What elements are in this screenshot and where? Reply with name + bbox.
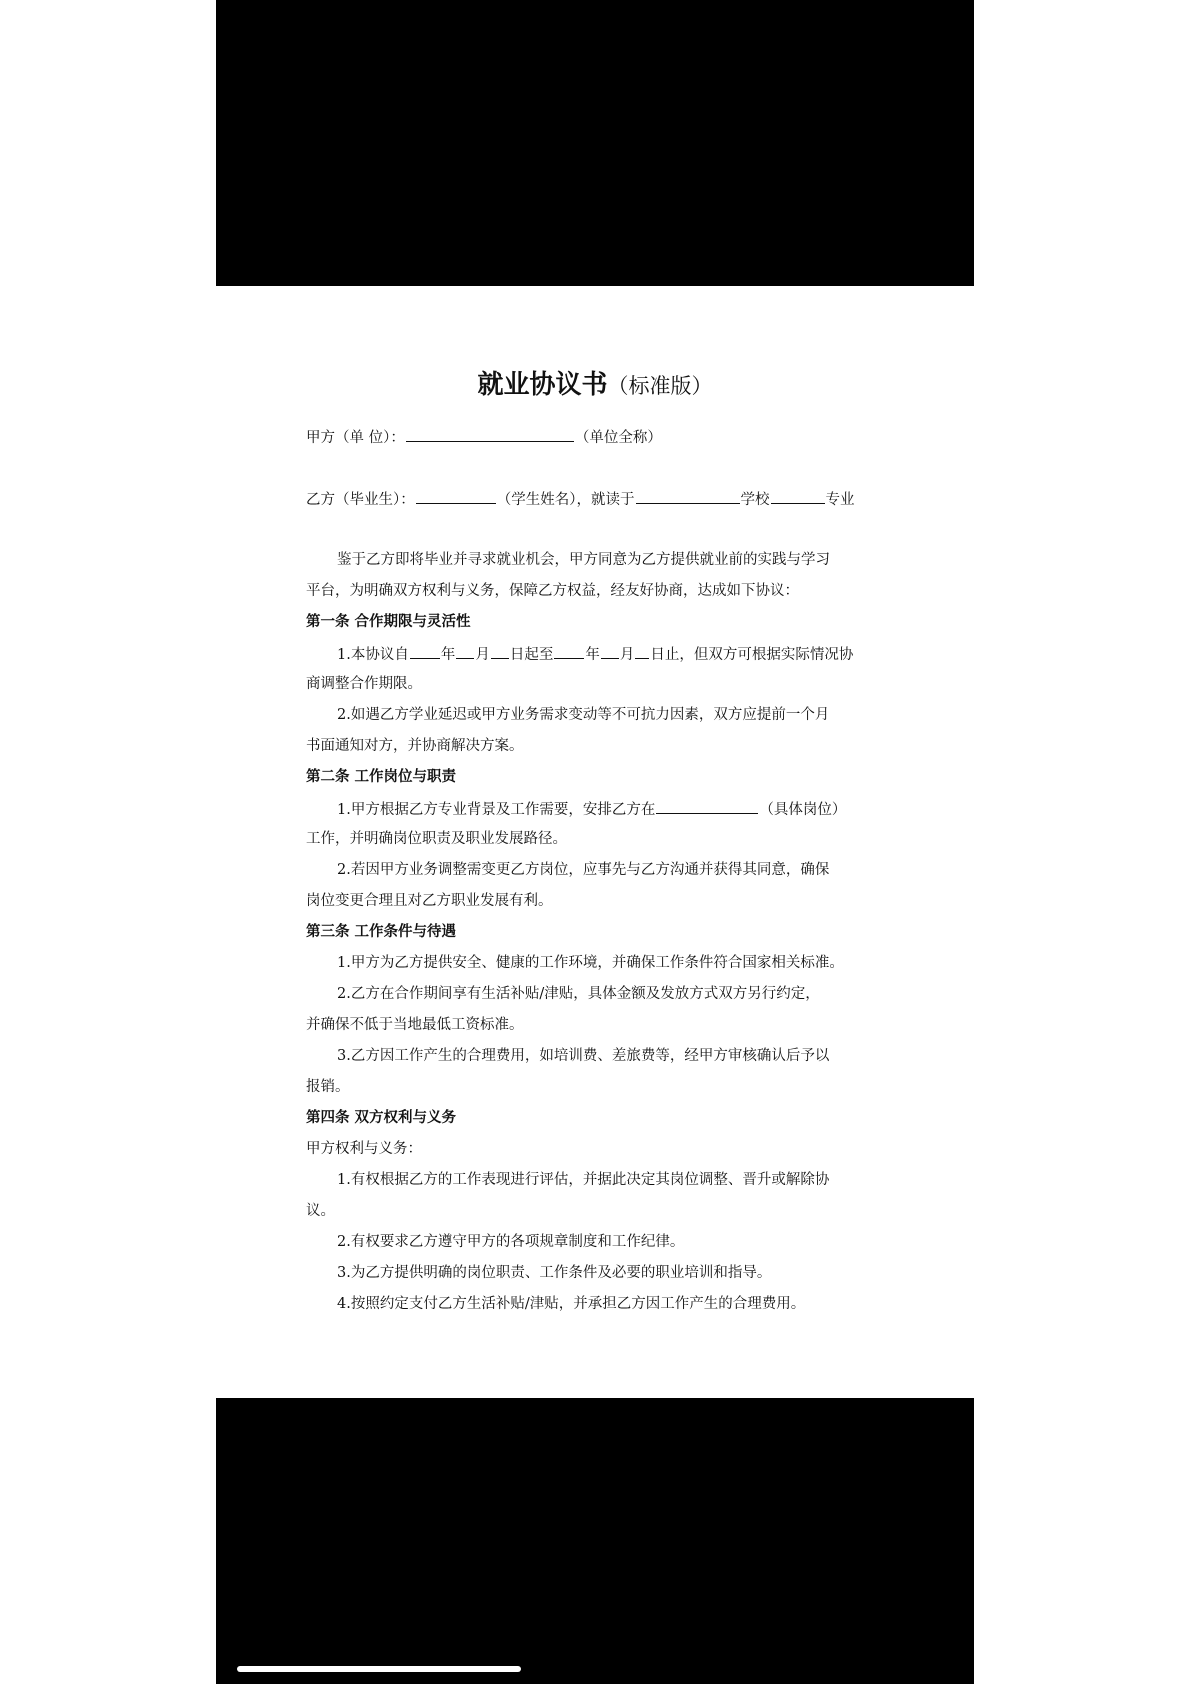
article-3-clause-2-cont: 并确保不低于当地最低工资标准。 xyxy=(306,1017,524,1033)
article-1-clause-2-cont: 书面通知对方，并协商解决方案。 xyxy=(306,738,524,754)
document-viewer xyxy=(216,0,974,1684)
article-2-clause-1 xyxy=(306,798,886,820)
document-title xyxy=(216,364,974,401)
school-blank xyxy=(636,488,740,504)
major-blank xyxy=(771,488,825,504)
year-label: 年 xyxy=(585,647,600,663)
end-month-blank xyxy=(601,643,619,659)
month-label: 月 xyxy=(475,647,490,663)
article-4-heading: 第四条 双方权利与义务 xyxy=(306,1109,457,1126)
party-a-hint: （单位全称） xyxy=(574,430,662,446)
party-b-hint: （学生姓名），就读于 xyxy=(496,492,635,508)
position-blank xyxy=(656,798,758,814)
article-4-clause-3: 3.为乙方提供明确的岗位职责、工作条件及必要的职业培训和指导。 xyxy=(337,1265,772,1281)
article-2-clause-2-cont: 岗位变更合理且对乙方职业发展有利。 xyxy=(306,893,553,909)
end-day-blank xyxy=(635,643,649,659)
start-day-blank xyxy=(491,643,509,659)
article-4-subheading: 甲方权利与义务： xyxy=(306,1141,422,1157)
article-1-clause-1 xyxy=(306,643,886,665)
clause-text: 1.本协议自 xyxy=(337,647,409,663)
article-4-clause-1: 1.有权根据乙方的工作表现进行评估，并据此决定其岗位调整、晋升或解除协 xyxy=(337,1172,830,1188)
day-from-label: 日起至 xyxy=(509,647,554,663)
title-subtitle: （标准版） xyxy=(607,374,713,398)
article-3-clause-3-cont: 报销。 xyxy=(306,1079,350,1095)
student-name-blank xyxy=(416,488,496,504)
article-1-clause-1-cont: 商调整合作期限。 xyxy=(306,676,422,692)
article-1-heading: 第一条 合作期限与灵活性 xyxy=(306,613,471,630)
document-page xyxy=(216,286,974,1398)
article-2-clause-2: 2.若因甲方业务调整需变更乙方岗位，应事先与乙方沟通并获得其同意，确保 xyxy=(337,862,830,878)
party-a-label: 甲方（单 位）： xyxy=(306,430,405,446)
end-year-blank xyxy=(554,643,584,659)
article-4-clause-4: 4.按照约定支付乙方生活补贴/津贴，并承担乙方因工作产生的合理费用。 xyxy=(337,1296,806,1312)
party-b-label: 乙方（毕业生）： xyxy=(306,492,415,508)
article-3-clause-2: 2.乙方在合作期间享有生活补贴/津贴，具体金额及发放方式双方另行约定， xyxy=(337,986,820,1002)
preamble-line-2: 平台，为明确双方权利与义务，保障乙方权益，经友好协商，达成如下协议： xyxy=(306,583,799,599)
year-label: 年 xyxy=(440,647,456,663)
clause-text: （具体岗位） xyxy=(759,802,847,818)
article-2-heading: 第二条 工作岗位与职责 xyxy=(306,768,457,785)
title-main: 就业协议书 xyxy=(477,370,608,400)
article-1-clause-2: 2.如遇乙方学业延迟或甲方业务需求变动等不可抗力因素，双方应提前一个月 xyxy=(337,707,830,723)
preamble-line-1: 鉴于乙方即将毕业并寻求就业机会，甲方同意为乙方提供就业前的实践与学习 xyxy=(337,552,830,568)
party-b-line xyxy=(306,488,886,510)
major-label: 专业 xyxy=(825,492,855,508)
article-3-heading: 第三条 工作条件与待遇 xyxy=(306,923,457,940)
month-label: 月 xyxy=(619,647,635,663)
school-label: 学校 xyxy=(740,492,770,508)
clause-text: 日止，但双方可根据实际情况协 xyxy=(650,647,854,663)
party-a-line xyxy=(306,426,886,448)
clause-text: 1.甲方根据乙方专业背景及工作需要，安排乙方在 xyxy=(337,802,656,818)
article-3-clause-3: 3.乙方因工作产生的合理费用，如培训费、差旅费等，经甲方审核确认后予以 xyxy=(337,1048,830,1064)
article-4-clause-2: 2.有权要求乙方遵守甲方的各项规章制度和工作纪律。 xyxy=(337,1234,685,1250)
party-a-blank xyxy=(406,426,574,442)
article-2-clause-1-cont: 工作，并明确岗位职责及职业发展路径。 xyxy=(306,831,567,847)
home-indicator[interactable] xyxy=(237,1666,521,1672)
start-year-blank xyxy=(410,643,440,659)
article-4-clause-1-cont: 议。 xyxy=(306,1203,335,1219)
start-month-blank xyxy=(456,643,474,659)
article-3-clause-1: 1.甲方为乙方提供安全、健康的工作环境，并确保工作条件符合国家相关标准。 xyxy=(337,955,844,971)
